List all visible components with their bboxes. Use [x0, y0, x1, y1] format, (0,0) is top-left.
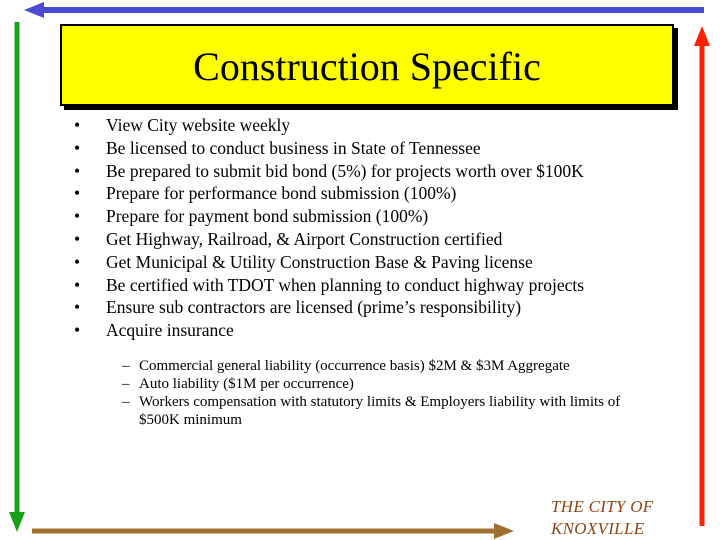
- right-up-arrow-icon: [694, 26, 710, 526]
- sub-list-item: – Commercial general liability (occurrence basis) $2M & $3M Aggregate: [122, 357, 662, 375]
- list-item: • Get Municipal & Utility Construction Base & Paving license: [74, 251, 584, 274]
- list-item: • Be certified with TDOT when planning to conduct highway projects: [74, 274, 584, 297]
- title-box: [60, 24, 674, 106]
- list-item: • Acquire insurance: [74, 319, 584, 342]
- list-item: • Be prepared to submit bid bond (5%) for projects worth over $100K: [74, 160, 584, 183]
- list-item: • Prepare for performance bond submission (100%): [74, 182, 584, 205]
- top-left-arrow-icon: [24, 2, 704, 18]
- left-down-arrow-icon: [9, 22, 25, 532]
- city-logo-text: [551, 496, 654, 540]
- sub-list-item: – Auto liability ($1M per occurrence): [122, 375, 662, 393]
- list-item: • Prepare for payment bond submission (100%): [74, 205, 584, 228]
- slide-title: Construction Specific: [193, 44, 541, 89]
- list-item: • View City website weekly: [74, 114, 584, 137]
- insurance-sublist: [122, 357, 662, 429]
- sub-list-item: – Workers compensation with statutory limits & Employers liability with limits of $500K minimum: [122, 393, 662, 429]
- footer-line-2: KNOXVILLE: [551, 519, 645, 538]
- footer-line-1: THE CITY OF: [551, 497, 654, 516]
- requirements-list: [74, 114, 584, 342]
- list-item: • Ensure sub contractors are licensed (prime’s responsibility): [74, 296, 584, 319]
- list-item: • Get Highway, Railroad, & Airport Construction certified: [74, 228, 584, 251]
- bottom-right-arrow-icon: [32, 523, 514, 539]
- list-item: • Be licensed to conduct business in State of Tennessee: [74, 137, 584, 160]
